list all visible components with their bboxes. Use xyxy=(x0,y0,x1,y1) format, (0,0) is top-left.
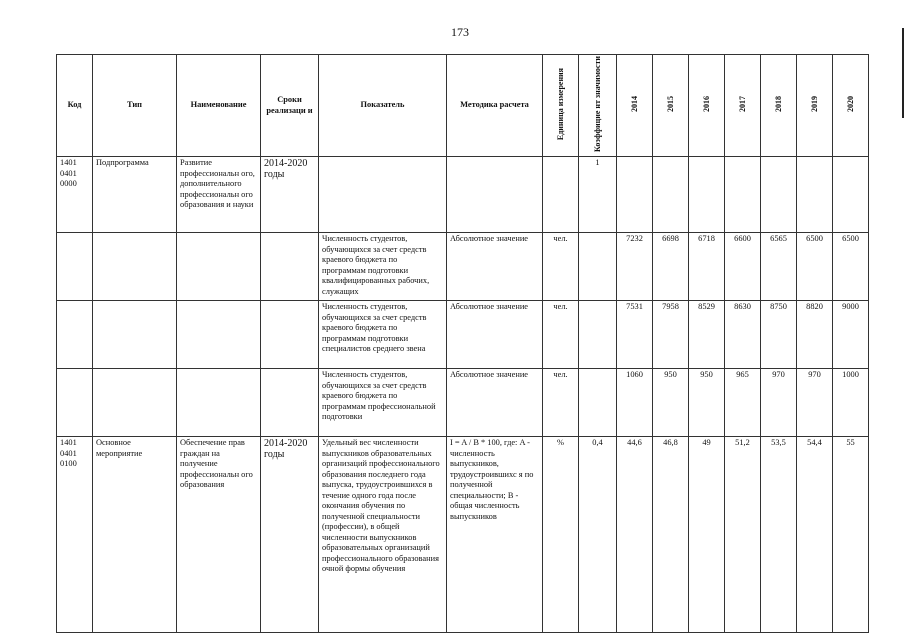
cell-value: 44,6 xyxy=(617,437,653,633)
cell-unit: чел. xyxy=(543,233,579,301)
cell-value: 6698 xyxy=(653,233,689,301)
table-row xyxy=(57,369,869,437)
header-year xyxy=(725,55,761,157)
header-year-text: 2015 xyxy=(666,95,675,112)
table-row xyxy=(57,301,869,369)
header-year-text: 2016 xyxy=(702,95,711,112)
cell-value: 1000 xyxy=(833,369,869,437)
header-method: Методика расчета xyxy=(447,55,543,157)
header-year-text: 2017 xyxy=(738,95,747,112)
cell-value xyxy=(689,157,725,233)
cell-type xyxy=(93,301,177,369)
cell-value xyxy=(833,157,869,233)
cell-value xyxy=(797,157,833,233)
header-year xyxy=(689,55,725,157)
cell-code xyxy=(57,369,93,437)
cell-value xyxy=(617,157,653,233)
cell-coef: 0,4 xyxy=(579,437,617,633)
cell-unit: чел. xyxy=(543,369,579,437)
cell-unit: чел. xyxy=(543,301,579,369)
header-year xyxy=(797,55,833,157)
cell-coef xyxy=(579,301,617,369)
cell-method: I = A / B * 100, где: A - численность выпускников, трудоустроившихс я по полученной специальности; B - общая численность выпускников xyxy=(447,437,543,633)
cell-value xyxy=(653,157,689,233)
header-year xyxy=(617,55,653,157)
cell-coef xyxy=(579,369,617,437)
indicator-table xyxy=(56,54,869,633)
cell-indicator: Удельный вес численности выпускников образовательных организаций профессионального образования последнего года выпуска, трудоустроившихся в течение одного года после окончания обучения по полученной специальности (профессии), в общей численности выпускников образовательных организаций профессионального образования очной формы обучения xyxy=(319,437,447,633)
cell-value: 965 xyxy=(725,369,761,437)
cell-value: 8529 xyxy=(689,301,725,369)
cell-value xyxy=(761,157,797,233)
cell-value: 6600 xyxy=(725,233,761,301)
cell-value: 49 xyxy=(689,437,725,633)
cell-code xyxy=(57,301,93,369)
cell-unit: % xyxy=(543,437,579,633)
cell-value: 950 xyxy=(653,369,689,437)
cell-value: 46,8 xyxy=(653,437,689,633)
cell-value: 53,5 xyxy=(761,437,797,633)
header-year-text: 2014 xyxy=(630,95,639,112)
header-year-text: 2020 xyxy=(846,95,855,112)
cell-indicator xyxy=(319,157,447,233)
cell-value: 6565 xyxy=(761,233,797,301)
cell-method xyxy=(447,157,543,233)
page-number: 173 xyxy=(451,25,469,39)
cell-code: 1401 0401 0100 xyxy=(57,437,93,633)
cell-period xyxy=(261,233,319,301)
cell-method: Абсолютное значение xyxy=(447,301,543,369)
cell-value: 7232 xyxy=(617,233,653,301)
cell-period xyxy=(261,301,319,369)
table-row xyxy=(57,233,869,301)
cell-value: 970 xyxy=(797,369,833,437)
header-code: Код xyxy=(57,55,93,157)
cell-unit xyxy=(543,157,579,233)
scan-edge-mark xyxy=(902,28,904,118)
cell-value: 6718 xyxy=(689,233,725,301)
cell-code xyxy=(57,233,93,301)
header-unit-text: Единица измерения xyxy=(556,67,565,141)
cell-value: 9000 xyxy=(833,301,869,369)
cell-value: 8630 xyxy=(725,301,761,369)
cell-value: 7958 xyxy=(653,301,689,369)
header-period: Сроки реализаци и xyxy=(261,55,319,157)
cell-period: 2014-2020 годы xyxy=(261,157,319,233)
header-row xyxy=(57,55,869,157)
cell-value: 950 xyxy=(689,369,725,437)
table-row xyxy=(57,157,869,233)
cell-name xyxy=(177,301,261,369)
cell-period: 2014-2020 годы xyxy=(261,437,319,633)
table-row xyxy=(57,437,869,633)
header-year-text: 2018 xyxy=(774,95,783,112)
cell-code: 1401 0401 0000 xyxy=(57,157,93,233)
cell-name xyxy=(177,233,261,301)
cell-method: Абсолютное значение xyxy=(447,233,543,301)
cell-type: Основное мероприятие xyxy=(93,437,177,633)
cell-value: 54,4 xyxy=(797,437,833,633)
cell-type xyxy=(93,233,177,301)
cell-indicator: Численность студентов, обучающихся за счет средств краевого бюджета по программам подготовки специалистов среднего звена xyxy=(319,301,447,369)
cell-coef xyxy=(579,233,617,301)
header-year xyxy=(761,55,797,157)
header-year xyxy=(833,55,869,157)
cell-value xyxy=(725,157,761,233)
header-name: Наименование xyxy=(177,55,261,157)
cell-value: 6500 xyxy=(833,233,869,301)
header-year-text: 2019 xyxy=(810,95,819,112)
cell-value: 970 xyxy=(761,369,797,437)
cell-name: Обеспечение прав граждан на получение профессиональн ого образования xyxy=(177,437,261,633)
cell-indicator: Численность студентов, обучающихся за счет средств краевого бюджета по программам профессиональной подготовки xyxy=(319,369,447,437)
cell-value: 6500 xyxy=(797,233,833,301)
header-coef-text: Коэффицие нт значимости xyxy=(593,56,602,152)
cell-value: 51,2 xyxy=(725,437,761,633)
cell-value: 7531 xyxy=(617,301,653,369)
cell-value: 1060 xyxy=(617,369,653,437)
cell-value: 8820 xyxy=(797,301,833,369)
cell-indicator: Численность студентов, обучающихся за счет средств краевого бюджета по программам подготовки квалифицированных рабочих, служащих xyxy=(319,233,447,301)
cell-name: Развитие профессиональн ого, дополнительного профессиональн ого образования и науки xyxy=(177,157,261,233)
header-unit xyxy=(543,55,579,157)
cell-type: Подпрограмма xyxy=(93,157,177,233)
cell-period xyxy=(261,369,319,437)
cell-method: Абсолютное значение xyxy=(447,369,543,437)
cell-value: 8750 xyxy=(761,301,797,369)
cell-type xyxy=(93,369,177,437)
header-coef xyxy=(579,55,617,157)
cell-value: 55 xyxy=(833,437,869,633)
cell-coef: 1 xyxy=(579,157,617,233)
cell-name xyxy=(177,369,261,437)
header-year xyxy=(653,55,689,157)
header-indicator: Показатель xyxy=(319,55,447,157)
header-type: Тип xyxy=(93,55,177,157)
